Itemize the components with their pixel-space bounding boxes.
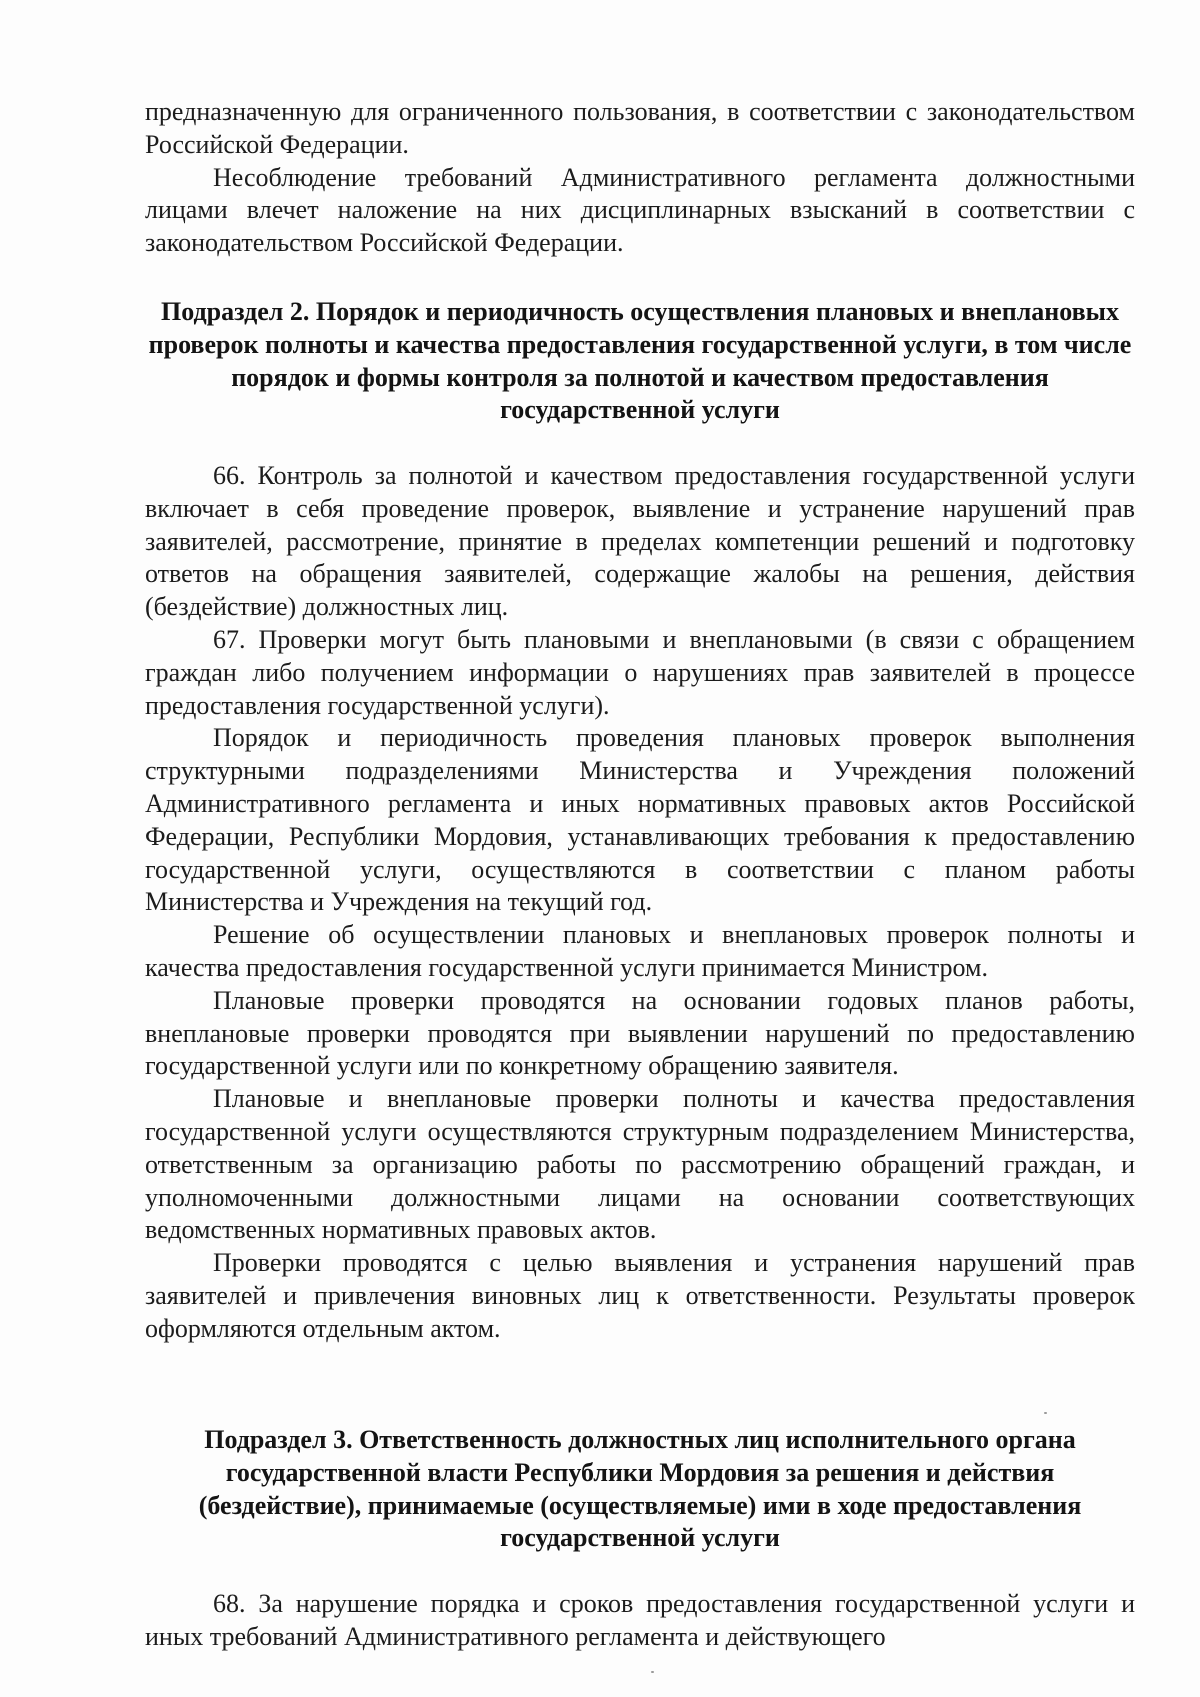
paragraph-68: 68. За нарушение порядка и сроков предоставления государственной услуги и иных требований Административного регламента и действующего (145, 1589, 1135, 1651)
paragraph-66: 66. Контроль за полнотой и качеством предоставления государственной услуги включает в себя проведение проверок, выявление и устранение нарушений прав заявителей, рассмотрение, принятие в пределах компетенции решений и подготовку ответов на обращения заявителей, содержащие жалобы на решения, действия (бездействие) должностных лиц. (145, 461, 1135, 622)
text-block-subsection-2 (145, 460, 1135, 1346)
subsection-2-heading: Подраздел 2. Порядок и периодичность осуществления плановых и внеплановых проверок полноты и качества предоставления государственной услуги, в том числе порядок и формы контроля за полнотой и качеством предоставления государственной услуги (148, 297, 1132, 425)
scan-speck (1044, 1412, 1047, 1414)
paragraph-planned-inspections: Плановые проверки проводятся на основании годовых планов работы, внеплановые проверки проводятся при выявлении нарушений по предоставлению государственной услуги или по конкретному обращению заявителя. (145, 985, 1135, 1081)
paragraph-inspection-order: Порядок и периодичность проведения плановых проверок выполнения структурными подразделениями Министерства и Учреждения положений Административного регламента и иных нормативных правовых актов Российской Федерации, Республики Мордовия, устанавливающих требования к предоставлению государственной услуги, осуществляются в соответствии с планом работы Министерства и Учреждения на текущий год. (145, 723, 1135, 917)
subsection-3-heading: Подраздел 3. Ответственность должностных лиц исполнительного органа государственной власти Республики Мордовия за решения и действия (бездействие), принимаемые (осуществляемые) ими в ходе предоставления государственной услуги (198, 1425, 1082, 1553)
paragraph-noncompliance: Несоблюдение требований Административного регламента должностными лицами влечет наложение на них дисциплинарных взысканий в соответствии с законодательством Российской Федерации. (145, 162, 1135, 258)
text-block-subsection-3 (145, 1588, 1135, 1654)
paragraph-inspection-performers: Плановые и внеплановые проверки полноты и качества предоставления государственной услуги осуществляются структурным подразделением Министерства, ответственным за организацию работы по рассмотрению обращений граждан, и уполномоченными должностными лицами на основании соответствующих ведомственных нормативных правовых актов. (145, 1084, 1135, 1245)
scan-speck (651, 1671, 654, 1673)
text-block-top (145, 96, 1135, 260)
paragraph-inspection-purpose: Проверки проводятся с целью выявления и устранения нарушений прав заявителей и привлечения виновных лиц к ответственности. Результаты проверок оформляются отдельным актом. (145, 1248, 1135, 1343)
paragraph-inspection-decision: Решение об осуществлении плановых и внеплановых проверок полноты и качества предоставления государственной услуги принимается Министром. (145, 920, 1135, 982)
paragraph-continuation: предназначенную для ограниченного пользования, в соответствии с законодательством Российской Федерации. (145, 97, 1135, 159)
paragraph-67: 67. Проверки могут быть плановыми и внеплановыми (в связи с обращением граждан либо получением информации о нарушениях прав заявителей в процессе предоставления государственной услуги). (145, 624, 1135, 720)
